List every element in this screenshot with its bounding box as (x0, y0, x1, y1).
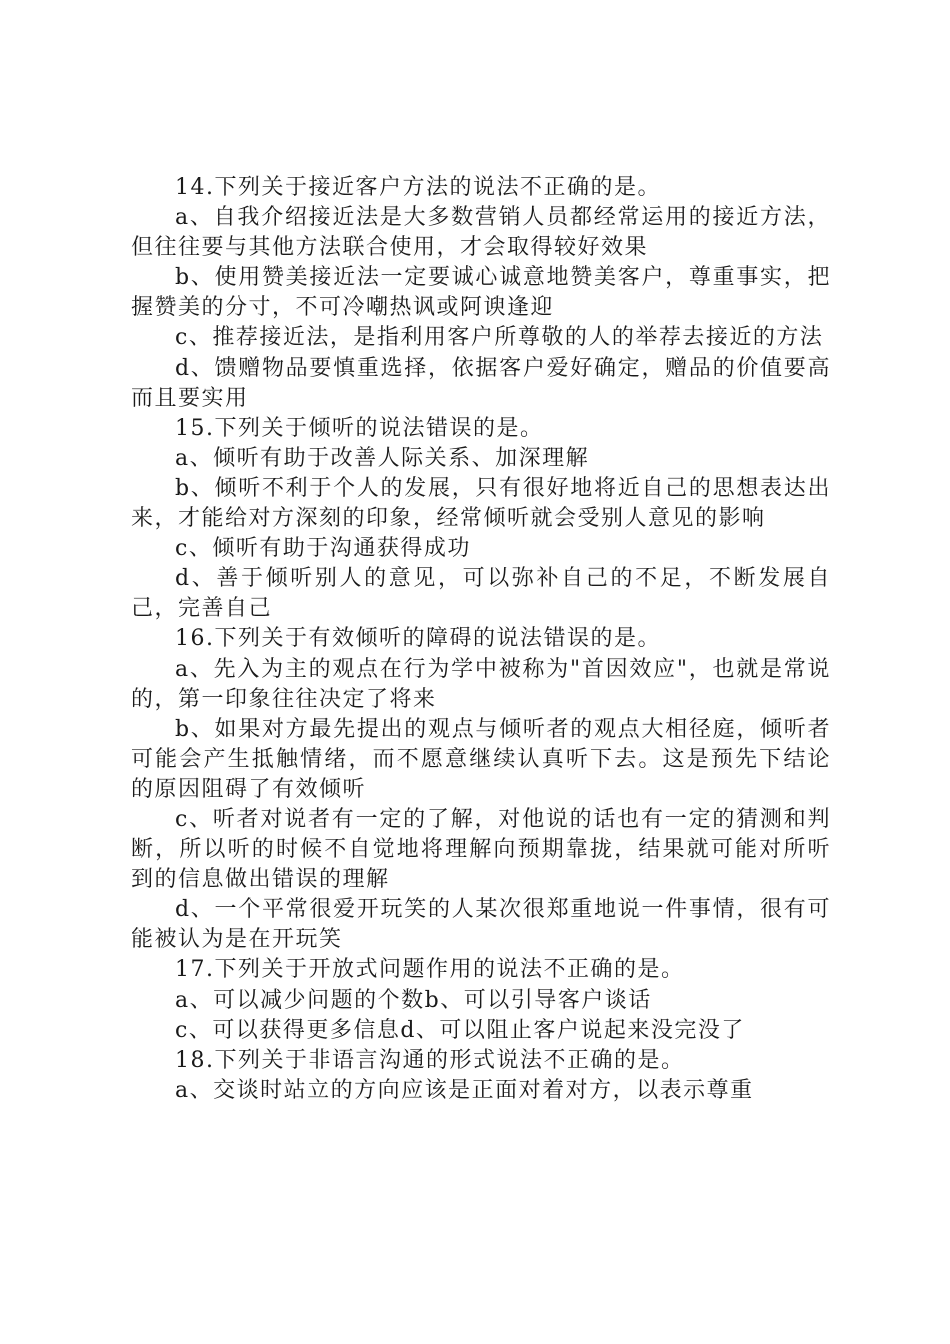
question-18-option-a: a、交谈时站立的方向应该是正面对着对方，以表示尊重 (175, 1077, 754, 1103)
question-16-option-a: a、先入为主的观点在行为学中被称为"首因效应"，也就是常说的，第一印象往往决定了将来 (131, 656, 831, 712)
question-17-options-cd: c、可以获得更多信息d、可以阻止客户说起来没完没了 (175, 1017, 745, 1043)
question-14-option-d: d、馈赠物品要慎重选择，依据客户爱好确定，赠品的价值要高而且要实用 (131, 355, 831, 411)
question-14-option-b: b、使用赞美接近法一定要诚心诚意地赞美客户，尊重事实，把握赞美的分寸，不可冷嘲热讽或阿谀逢迎 (131, 265, 831, 321)
question-16-stem: 16.下列关于有效倾听的障碍的说法错误的是。 (175, 626, 661, 652)
question-16-option-b: b、如果对方最先提出的观点与倾听者的观点大相径庭，倾听者可能会产生抵触情绪，而不愿意继续认真听下去。这是预先下结论的原因阻碍了有效倾听 (131, 716, 831, 802)
question-14-option-a: a、自我介绍接近法是大多数营销人员都经常运用的接近方法，但往往要与其他方法联合使用，才会取得较好效果 (131, 205, 831, 261)
question-17-stem: 17.下列关于开放式问题作用的说法不正确的是。 (175, 957, 685, 983)
question-14-option-c: c、推荐接近法，是指利用客户所尊敬的人的举荐去接近的方法 (175, 325, 824, 351)
question-15-option-b: b、倾听不利于个人的发展，只有很好地将近自己的思想表达出来，才能给对方深刻的印象，经常倾听就会受别人意见的影响 (131, 475, 831, 532)
question-15-option-a: a、倾听有助于改善人际关系、加深理解 (175, 445, 590, 471)
question-15-option-c: c、倾听有助于沟通获得成功 (175, 536, 471, 562)
question-18-stem: 18.下列关于非语言沟通的形式说法不正确的是。 (175, 1047, 685, 1073)
question-14-stem: 14.下列关于接近客户方法的说法不正确的是。 (175, 175, 661, 200)
question-15-option-d: d、善于倾听别人的意见，可以弥补自己的不足，不断发展自己，完善自己 (131, 566, 831, 622)
question-17-options-ab: a、可以减少问题的个数b、可以引导客户谈话 (175, 987, 652, 1013)
question-text-body (131, 173, 831, 1106)
question-15-stem: 15.下列关于倾听的说法错误的是。 (175, 415, 544, 441)
question-16-option-d: d、一个平常很爱开玩笑的人某次很郑重地说一件事情，很有可能被认为是在开玩笑 (131, 897, 831, 953)
question-16-option-c: c、听者对说者有一定的了解，对他说的话也有一定的猜测和判断，所以听的时候不自觉地将理解向预期靠拢，结果就可能对所听到的信息做出错误的理解 (131, 806, 831, 893)
